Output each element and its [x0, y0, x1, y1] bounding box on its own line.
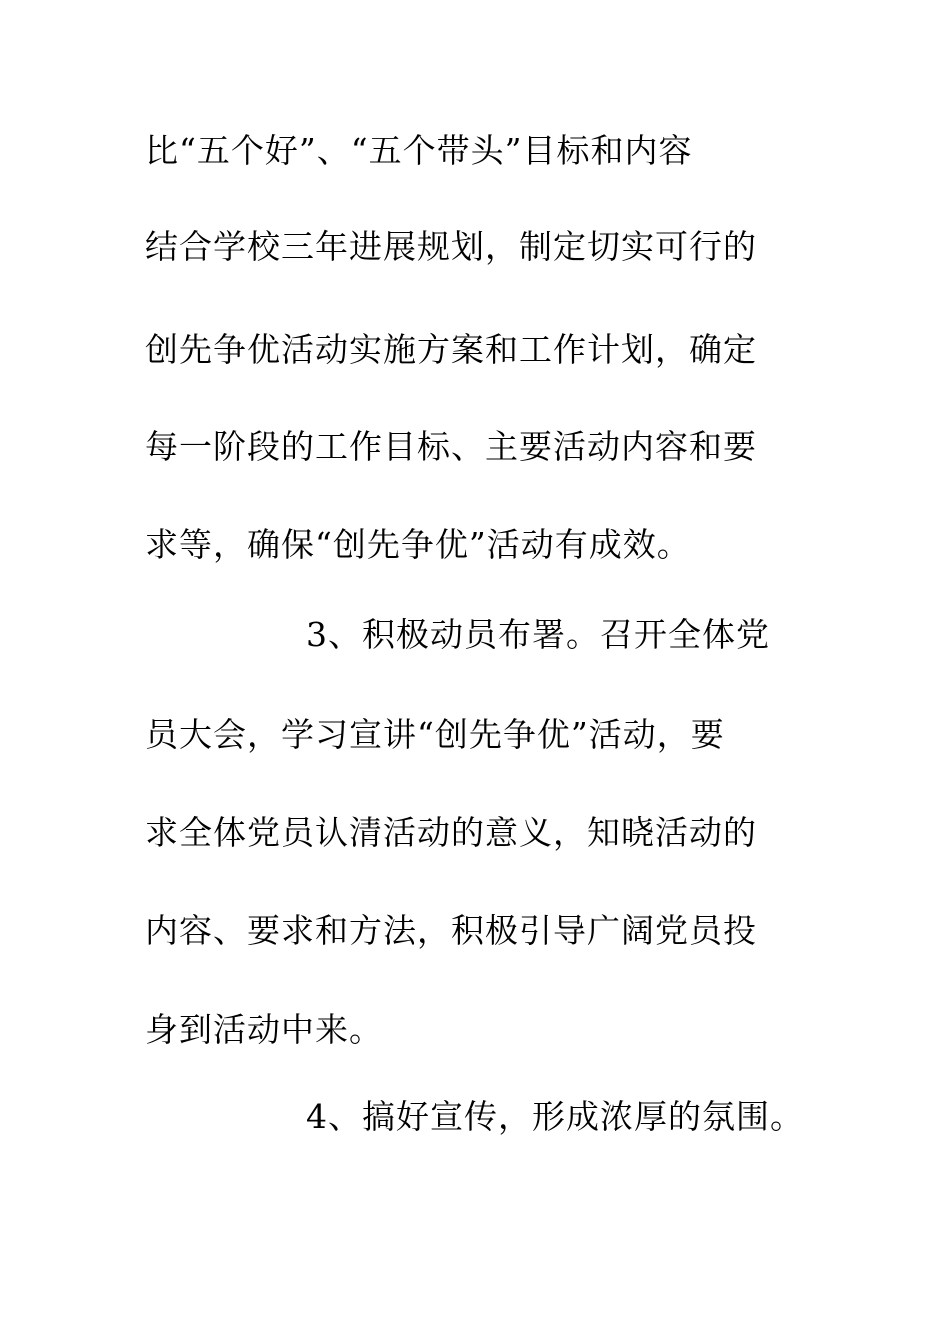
- text-line-8: 求全体党员认清活动的意义，知晓活动的: [145, 813, 757, 852]
- text-line-2: 结合学校三年进展规划，制定切实可行的: [145, 227, 757, 266]
- text-line-4: 每一阶段的工作目标、主要活动内容和要: [145, 427, 757, 466]
- text-line-10: 身到活动中来。: [145, 1010, 383, 1049]
- text-line-1: 比“五个好”、“五个带头”目标和内容: [145, 131, 693, 170]
- paragraph-4-heading-line: 4、搞好宣传，形成浓厚的氛围。: [306, 1097, 804, 1136]
- text-line-3: 创先争优活动实施方案和工作计划，确定: [145, 330, 757, 369]
- text-line-9: 内容、要求和方法，积极引导广阔党员投: [145, 911, 757, 950]
- paragraph-3-heading-line: 3、积极动员布署。召开全体党: [306, 615, 770, 654]
- text-line-5: 求等，确保“创先争优”活动有成效。: [145, 525, 691, 564]
- text-line-7: 员大会，学习宣讲“创先争优”活动，要: [145, 715, 725, 754]
